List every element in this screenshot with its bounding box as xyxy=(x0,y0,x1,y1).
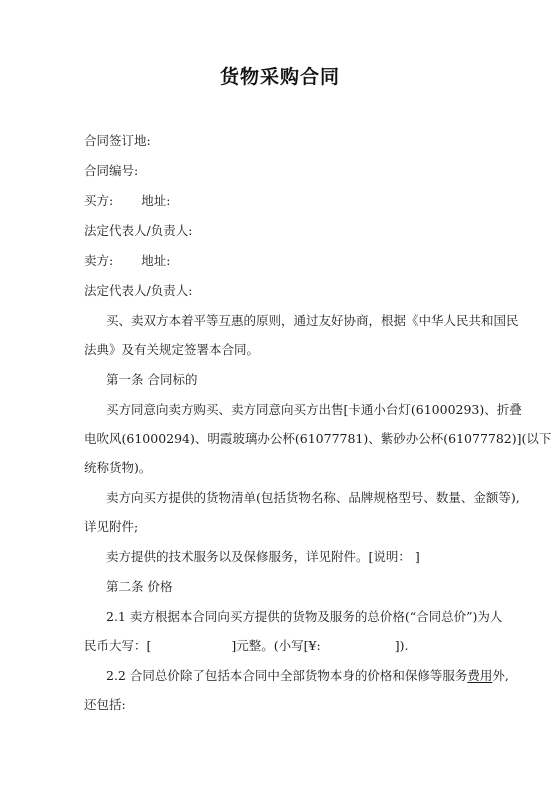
article-2-para-2-tail: 外, xyxy=(492,668,509,683)
article-1-para-3: 卖方提供的技术服务以及保修服务，详见附件。[说明： ] xyxy=(106,549,420,564)
contract-number-label: 合同编号: xyxy=(84,163,139,178)
preamble-line-1: 买、卖双方本着平等互惠的原则，通过友好协商，根据《中华人民共和国民 xyxy=(106,313,519,328)
rmb-uppercase-label: 民币大写：[ xyxy=(84,638,152,653)
article-2-para-2-line-2: 还包括: xyxy=(84,697,126,712)
article-2-para-1-line-2 xyxy=(84,638,408,654)
article-1-para-1-line-2: 电吹风(61000294)、明霞玻璃办公杯(61077781)、紫砂办公杯(61077782)](以下 xyxy=(84,431,552,446)
article-1-heading: 第一条 合同标的 xyxy=(106,372,198,387)
article-2-heading: 第二条 价格 xyxy=(106,579,173,594)
article-1-para-2-line-2: 详见附件; xyxy=(84,519,139,534)
seller-line xyxy=(84,253,170,269)
article-2-para-2-text: 2.2 合同总价除了包括本合同中全部货物本身的价格和保修等服务 xyxy=(106,668,468,683)
buyer-label: 买方: xyxy=(84,193,114,208)
article-1-para-1-line-3: 统称货物)。 xyxy=(84,460,152,475)
rmb-lowercase-label: ]元整。(小写[¥: xyxy=(231,638,321,653)
article-2-para-2-line-1 xyxy=(106,668,509,684)
article-1-para-2-line-1: 卖方向买方提供的货物清单(包括货物名称、品牌规格型号、数量、金额等), xyxy=(106,490,520,505)
place-label: 合同签订地: xyxy=(84,133,151,148)
article-2-para-2-underlined: 费用 xyxy=(467,668,493,683)
document-title: 货物采购合同 xyxy=(219,66,340,88)
seller-representative-label: 法定代表人/负责人: xyxy=(84,283,193,298)
buyer-address-label: 地址: xyxy=(141,193,171,208)
buyer-representative-label: 法定代表人/负责人: xyxy=(84,223,193,238)
article-2-para-1-line-1: 2.1 卖方根据本合同向买方提供的货物及服务的总价格(“合同总价”)为人 xyxy=(106,609,503,624)
seller-label: 卖方: xyxy=(84,253,114,268)
preamble-line-2: 法典》及有关规定签署本合同。 xyxy=(84,342,260,357)
seller-address-label: 地址: xyxy=(141,253,171,268)
buyer-line xyxy=(84,193,170,209)
rmb-lowercase-close: ]). xyxy=(394,638,409,653)
article-1-para-1-line-1: 买方同意向卖方购买、卖方同意向买方出售[卡通小台灯(61000293)、折叠 xyxy=(106,402,522,417)
